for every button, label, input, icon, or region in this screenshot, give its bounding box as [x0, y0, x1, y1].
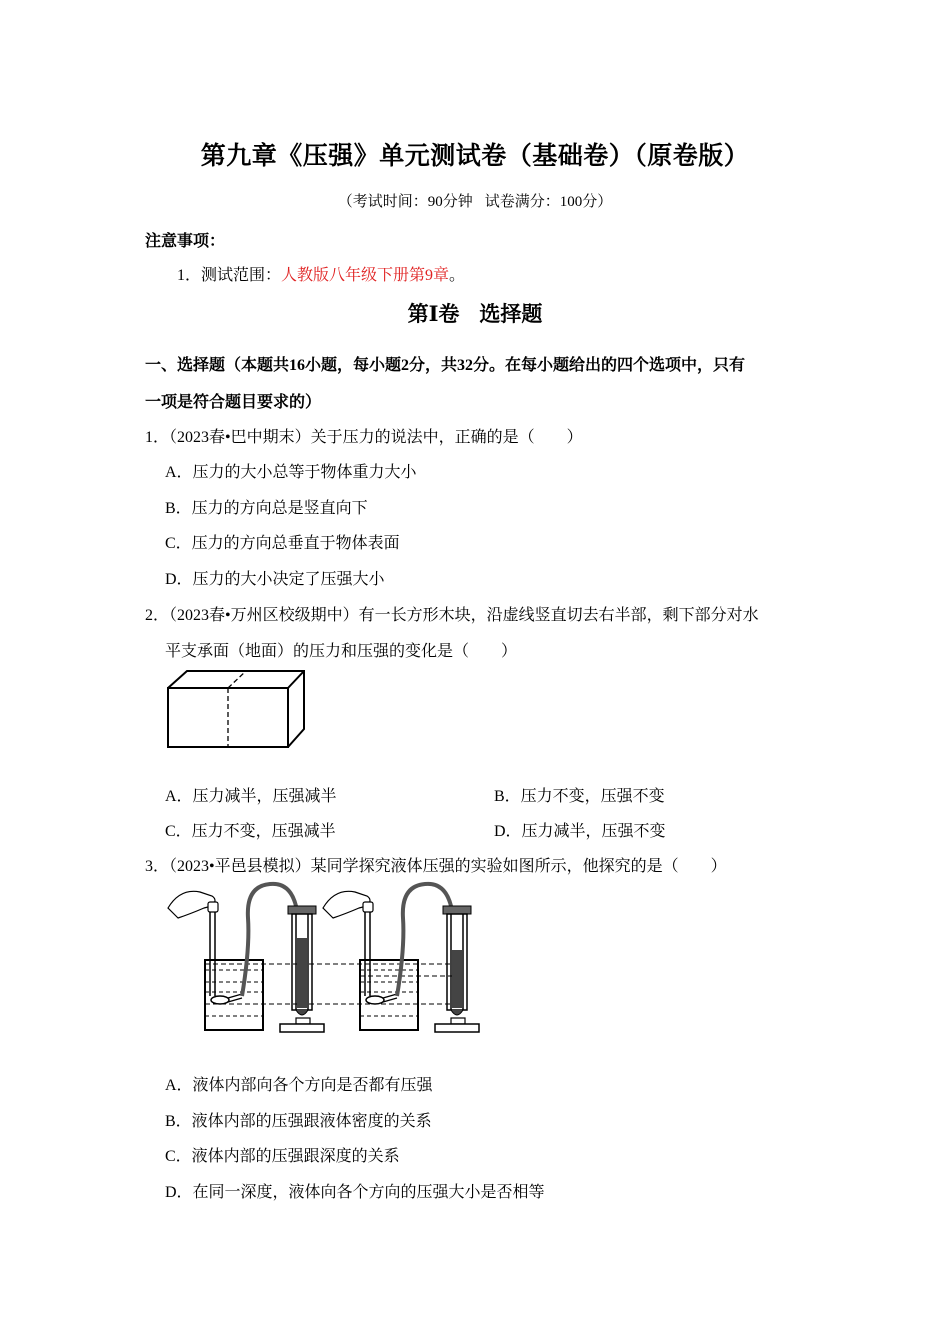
question-1-option-c: C．压力的方向总垂直于物体表面	[165, 535, 400, 552]
section-heading	[0, 298, 950, 328]
setup-left	[168, 884, 324, 1032]
question-2-stem-line2: 平支承面（地面）的压力和压强的变化是（ ）	[165, 643, 518, 660]
notes-heading: 注意事项：	[145, 233, 226, 250]
exam-score: 试卷满分：100分）	[484, 194, 613, 210]
question-3-option-a: A．液体内部向各个方向是否都有压强	[165, 1077, 433, 1094]
question-2-stem-line1: 2．（2023春•万州区校级期中）有一长方形木块，沿虚线竖直切去右半部，剩下部分对水	[145, 607, 759, 624]
question-1-option-b: B．压力的方向总是竖直向下	[165, 500, 368, 517]
question-3-option-c: C．液体内部的压强跟深度的关系	[165, 1148, 400, 1165]
part-heading-line1: 一、选择题（本题共16小题，每小题2分，共32分。在每小题给出的四个选项中，只有	[145, 357, 746, 374]
exam-time: （考试时间：90分钟	[337, 194, 473, 210]
question-3-option-d: D．在同一深度，液体向各个方向的压强大小是否相等	[165, 1184, 545, 1201]
exam-info	[0, 190, 950, 211]
question-2-option-d: D．压力减半，压强不变	[494, 823, 666, 840]
page-title: 第九章《压强》单元测试卷（基础卷）（原卷版）	[200, 143, 750, 170]
question-2-option-a: A．压力减半，压强减半	[165, 788, 337, 805]
section-name: 选择题	[479, 302, 543, 326]
section-label: 第Ⅰ卷	[407, 302, 460, 326]
question-2-option-c: C．压力不变，压强减半	[165, 823, 336, 840]
question-3-stem: 3．（2023•平邑县模拟）某同学探究液体压强的实验如图所示，他探究的是（ ）	[145, 858, 727, 875]
question-1-option-a: A．压力的大小总等于物体重力大小	[165, 464, 417, 481]
question-2-option-b: B．压力不变，压强不变	[494, 788, 665, 805]
question-1-stem: 1．（2023春•巴中期末）关于压力的说法中，正确的是（ ）	[145, 429, 583, 446]
question-3-option-b: B．液体内部的压强跟液体密度的关系	[165, 1113, 432, 1130]
liquid-pressure-experiment-figure	[160, 878, 500, 1038]
note-item-1	[177, 262, 465, 285]
note-prefix: 1．测试范围：	[177, 267, 282, 284]
setup-right	[323, 884, 479, 1032]
note-scope: 人教版八年级下册第9章	[281, 267, 450, 284]
note-suffix: 。	[449, 267, 466, 284]
wood-block-figure	[160, 665, 310, 755]
question-1-option-d: D．压力的大小决定了压强大小	[165, 571, 385, 588]
part-heading-line2: 一项是符合题目要求的）	[145, 394, 322, 411]
